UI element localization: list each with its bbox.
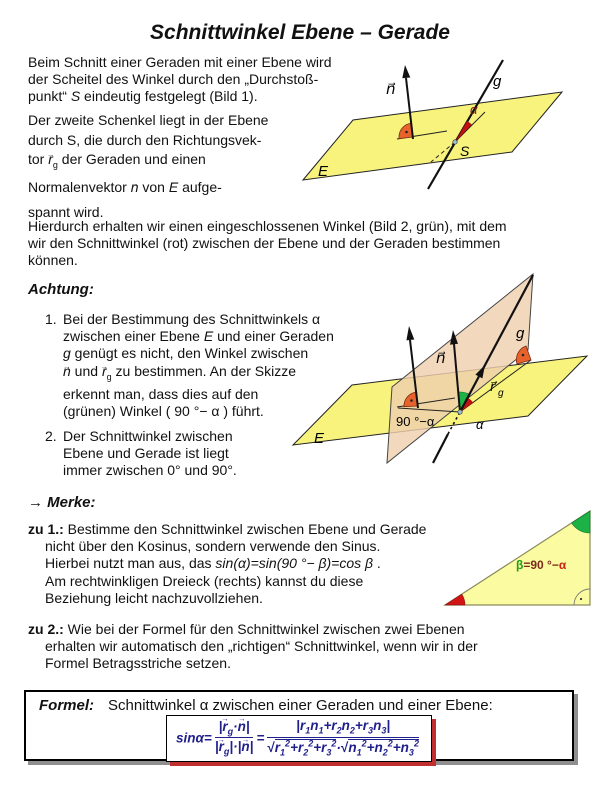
intro-paragraph-1 [28, 54, 331, 105]
text-line: spannt wird. [28, 203, 104, 220]
label-equals-90: =90 °− [523, 558, 559, 572]
text-line: zu 2.: Wie bei der Formel für den Schnittwinkel zwischen zwei Ebenen [28, 621, 465, 637]
label-S: S [460, 143, 470, 159]
right-angle-dot [405, 131, 408, 134]
text-line: Formel Betragsstriche setzen. [45, 655, 231, 672]
text-line: Bei der Bestimmung des Schnittwinkels α [63, 311, 321, 327]
label-beta: β [516, 558, 524, 572]
sin-alpha-formula [166, 715, 432, 762]
achtung-heading: Achtung: [28, 281, 94, 298]
intro-paragraph-2 [28, 111, 268, 222]
label-g: g [516, 325, 525, 342]
text-line: Der zweite Schenkel liegt in der Ebene [28, 112, 269, 128]
text-line: n → und $r \to_g$ zu bestimmen. An der Skizze [63, 363, 334, 386]
label-rg-subscript: g [498, 388, 504, 399]
label-E: E [318, 163, 329, 180]
line-g-lower [433, 434, 448, 463]
formula-lhs: sinα= [176, 730, 212, 746]
zu2-paragraph [28, 621, 478, 673]
text-line: Hierdurch erhalten wir einen eingeschlossenen Winkel (Bild 2, grün), mit dem [28, 218, 507, 234]
left-normal-arrowhead [406, 326, 414, 340]
bild1-diagram [300, 52, 600, 222]
label-n-vector: n⃗ [386, 81, 396, 98]
intro-paragraph-3 [28, 218, 507, 269]
text-line: Beziehung leicht nachzuvollziehen. [45, 589, 263, 606]
label-angle-90-minus-alpha: 90 °−α [396, 414, 435, 429]
alpha-angle-red [445, 594, 465, 605]
zu2-label: zu 2.: [28, 621, 64, 637]
page-title: Schnittwinkel Ebene – Gerade [150, 21, 450, 44]
text-line: punkt“ S eindeutig festgelegt (Bild 1). [28, 88, 258, 104]
label-g: g [493, 73, 502, 90]
text-line: zu 1.: Bestimme den Schnittwinkel zwischen Ebene und Gerade [28, 521, 427, 537]
text-line: tor $r \to_g$ der Geraden und einen [28, 150, 268, 175]
formel-box [24, 690, 574, 761]
text-line: Hierbei nutzt man aus, das sin(α)=sin(90 °− β)=cos β . [45, 555, 381, 572]
right-angle-dot [410, 399, 413, 402]
text-line: Ebene und Gerade ist liegt [63, 445, 229, 462]
text-line: Beim Schnitt einer Geraden mit einer Ebene wird [28, 54, 332, 70]
point-S [458, 410, 462, 414]
formula-wrap [26, 715, 572, 762]
text-line: zwischen einer Ebene E und einer Geraden [63, 328, 334, 345]
text-line: g genügt es nicht, den Winkel zwischen [63, 345, 309, 362]
point-S [453, 140, 457, 144]
list-number: 1. [45, 311, 57, 327]
n-arrowhead [402, 65, 410, 78]
text-line: erkennt man, dass dies auf den [63, 385, 259, 402]
text-line: Der Schnittwinkel zwischen [63, 428, 233, 445]
text-line: immer zwischen 0° und 90°. [63, 462, 237, 479]
zu1-paragraph [28, 521, 426, 607]
right-angle-dot [522, 354, 525, 357]
label-alpha: α [476, 417, 484, 432]
label-rg-vector: r⃗ [490, 379, 496, 394]
label-alpha: α [558, 558, 567, 572]
bild2-diagram [290, 270, 600, 485]
formel-caption [26, 692, 572, 714]
text-line: der Scheitel des Winkel durch den „Durchstoß- [28, 71, 319, 87]
merke-heading: → Merke: [28, 494, 96, 511]
label-beta-equation [516, 558, 567, 572]
component-fraction: $|r_1n_1+r_2n_2+r_3n_3|$ √ $r_1^2+r_2^2+r_3^2\cdot$ √ $n_1^2+n_2^2+n_3^2$ [267, 718, 419, 758]
plane-E [303, 92, 562, 180]
list-item-text [63, 428, 237, 480]
label-n-vector: n⃗ [436, 350, 446, 367]
list-number: 2. [45, 428, 57, 445]
text-line: Normalenvektor n → von E aufge- [28, 178, 268, 198]
right-triangle-figure [440, 498, 598, 616]
formula-equals: = [256, 730, 265, 746]
vector-fraction: $\frac{|r \to_g\cdot n \to|}{|r \to_g|\cdot|n \to|}$ [215, 719, 254, 757]
text-line: nicht über den Kosinus, sondern verwende den Sinus. [45, 538, 381, 555]
text-line: wir den Schnittwinkel (rot) zwischen der Ebene und der Geraden bestimmen [28, 235, 501, 251]
formel-label: Formel: [39, 697, 95, 714]
formel-caption-text: Schnittwinkel α zwischen einer Geraden und einer Ebene: [108, 697, 493, 714]
label-alpha: α [470, 102, 478, 117]
right-angle-dot [580, 598, 582, 600]
text-line: durch S, die durch den Richtungsvek- [28, 131, 262, 148]
text-line: (grünen) Winkel ( 90 °− α ) führt. [63, 402, 264, 419]
zu1-label: zu 1.: [28, 521, 64, 537]
text-line: erhalten wir automatisch den „richtigen“ Schnittwinkel, wenn wir in der [45, 638, 478, 655]
text-line: Am rechtwinkligen Dreieck (rechts) kannst du diese [45, 572, 364, 589]
label-E: E [314, 430, 325, 447]
text-line: können. [28, 252, 78, 268]
